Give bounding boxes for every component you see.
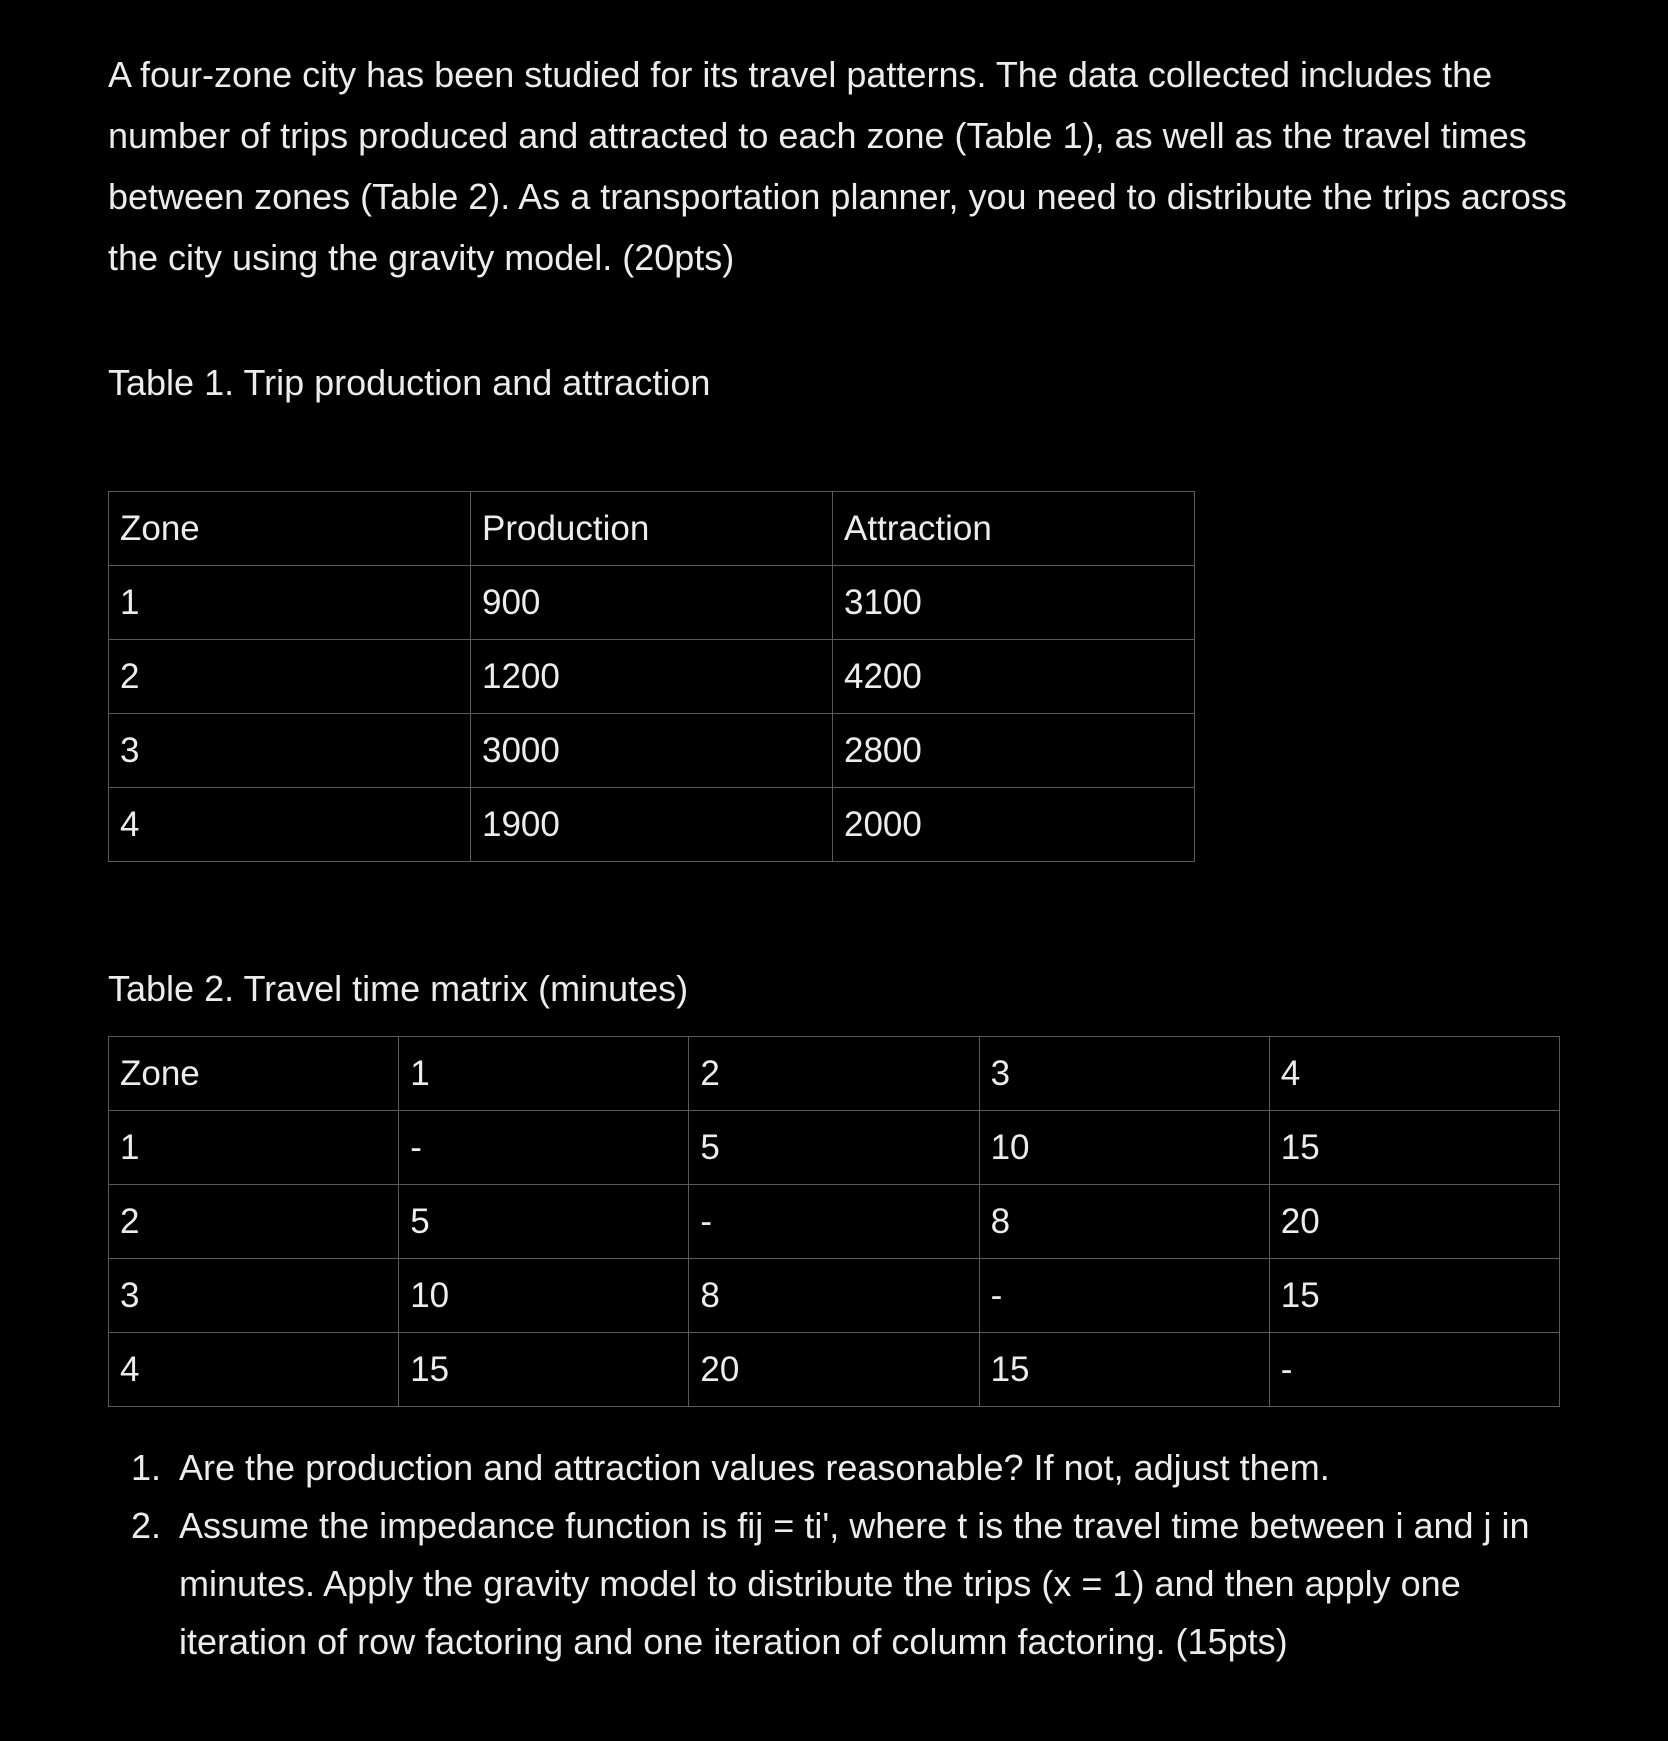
table-row [109,1259,1560,1333]
question-text: Assume the impedance function is fij = ti', where t is the travel time between i and j in minutes. Apply the gravity model to distribute the trips (x = 1) and then apply one iteration of row factoring and one iteration of column factoring. (15pts) [179,1505,1530,1662]
travel-time-cell: - [1269,1333,1559,1407]
table-row [109,1185,1560,1259]
list-item [128,1497,1568,1671]
header-cell: Zone [109,492,471,566]
attraction-cell: 3100 [833,566,1195,640]
zone-cell: 3 [109,1259,399,1333]
production-cell: 1900 [471,788,833,862]
travel-time-cell: 8 [979,1185,1269,1259]
zone-cell: 2 [109,640,471,714]
zone-cell: 1 [109,1111,399,1185]
header-cell: 4 [1269,1037,1559,1111]
attraction-cell: 2800 [833,714,1195,788]
travel-time-cell: - [689,1185,979,1259]
problem-statement: A four-zone city has been studied for its travel patterns. The data collected includes the number of trips produced and attracted to each zone (Table 1), as well as the travel times between zones (Table 2). As a transportation planner, you need to distribute the trips across the city using the gravity model. (20pts) [108,54,1567,278]
production-cell: 900 [471,566,833,640]
table-row [109,566,1195,640]
zone-cell: 2 [109,1185,399,1259]
question-list [128,1439,1568,1671]
header-cell: Attraction [833,492,1195,566]
header-cell: 2 [689,1037,979,1111]
attraction-cell: 2000 [833,788,1195,862]
table-row [109,788,1195,862]
travel-time-cell: 15 [1269,1111,1559,1185]
travel-time-cell: 10 [979,1111,1269,1185]
travel-time-cell: - [979,1259,1269,1333]
table2-caption: Table 2. Travel time matrix (minutes) [108,968,689,1009]
question-text: Are the production and attraction values reasonable? If not, adjust them. [179,1447,1330,1488]
production-cell: 3000 [471,714,833,788]
travel-time-cell: 5 [399,1185,689,1259]
table-row [109,1333,1560,1407]
production-attraction-table [108,491,1195,862]
zone-cell: 4 [109,788,471,862]
travel-time-cell: 15 [399,1333,689,1407]
list-number: 2. [131,1505,162,1546]
table-header-row [109,492,1195,566]
travel-time-matrix-table [108,1036,1560,1407]
header-cell: 3 [979,1037,1269,1111]
travel-time-cell: 20 [1269,1185,1559,1259]
list-number: 1. [131,1447,162,1488]
production-cell: 1200 [471,640,833,714]
list-item [128,1439,1568,1497]
table1-caption: Table 1. Trip production and attraction [108,362,711,403]
table-row [109,640,1195,714]
table-row [109,1111,1560,1185]
table-row [109,714,1195,788]
travel-time-cell: 15 [1269,1259,1559,1333]
travel-time-cell: 10 [399,1259,689,1333]
travel-time-cell: - [399,1111,689,1185]
travel-time-cell: 8 [689,1259,979,1333]
table-header-row [109,1037,1560,1111]
travel-time-cell: 5 [689,1111,979,1185]
header-cell: Zone [109,1037,399,1111]
header-cell: Production [471,492,833,566]
zone-cell: 3 [109,714,471,788]
header-cell: 1 [399,1037,689,1111]
attraction-cell: 4200 [833,640,1195,714]
zone-cell: 4 [109,1333,399,1407]
zone-cell: 1 [109,566,471,640]
travel-time-cell: 15 [979,1333,1269,1407]
travel-time-cell: 20 [689,1333,979,1407]
